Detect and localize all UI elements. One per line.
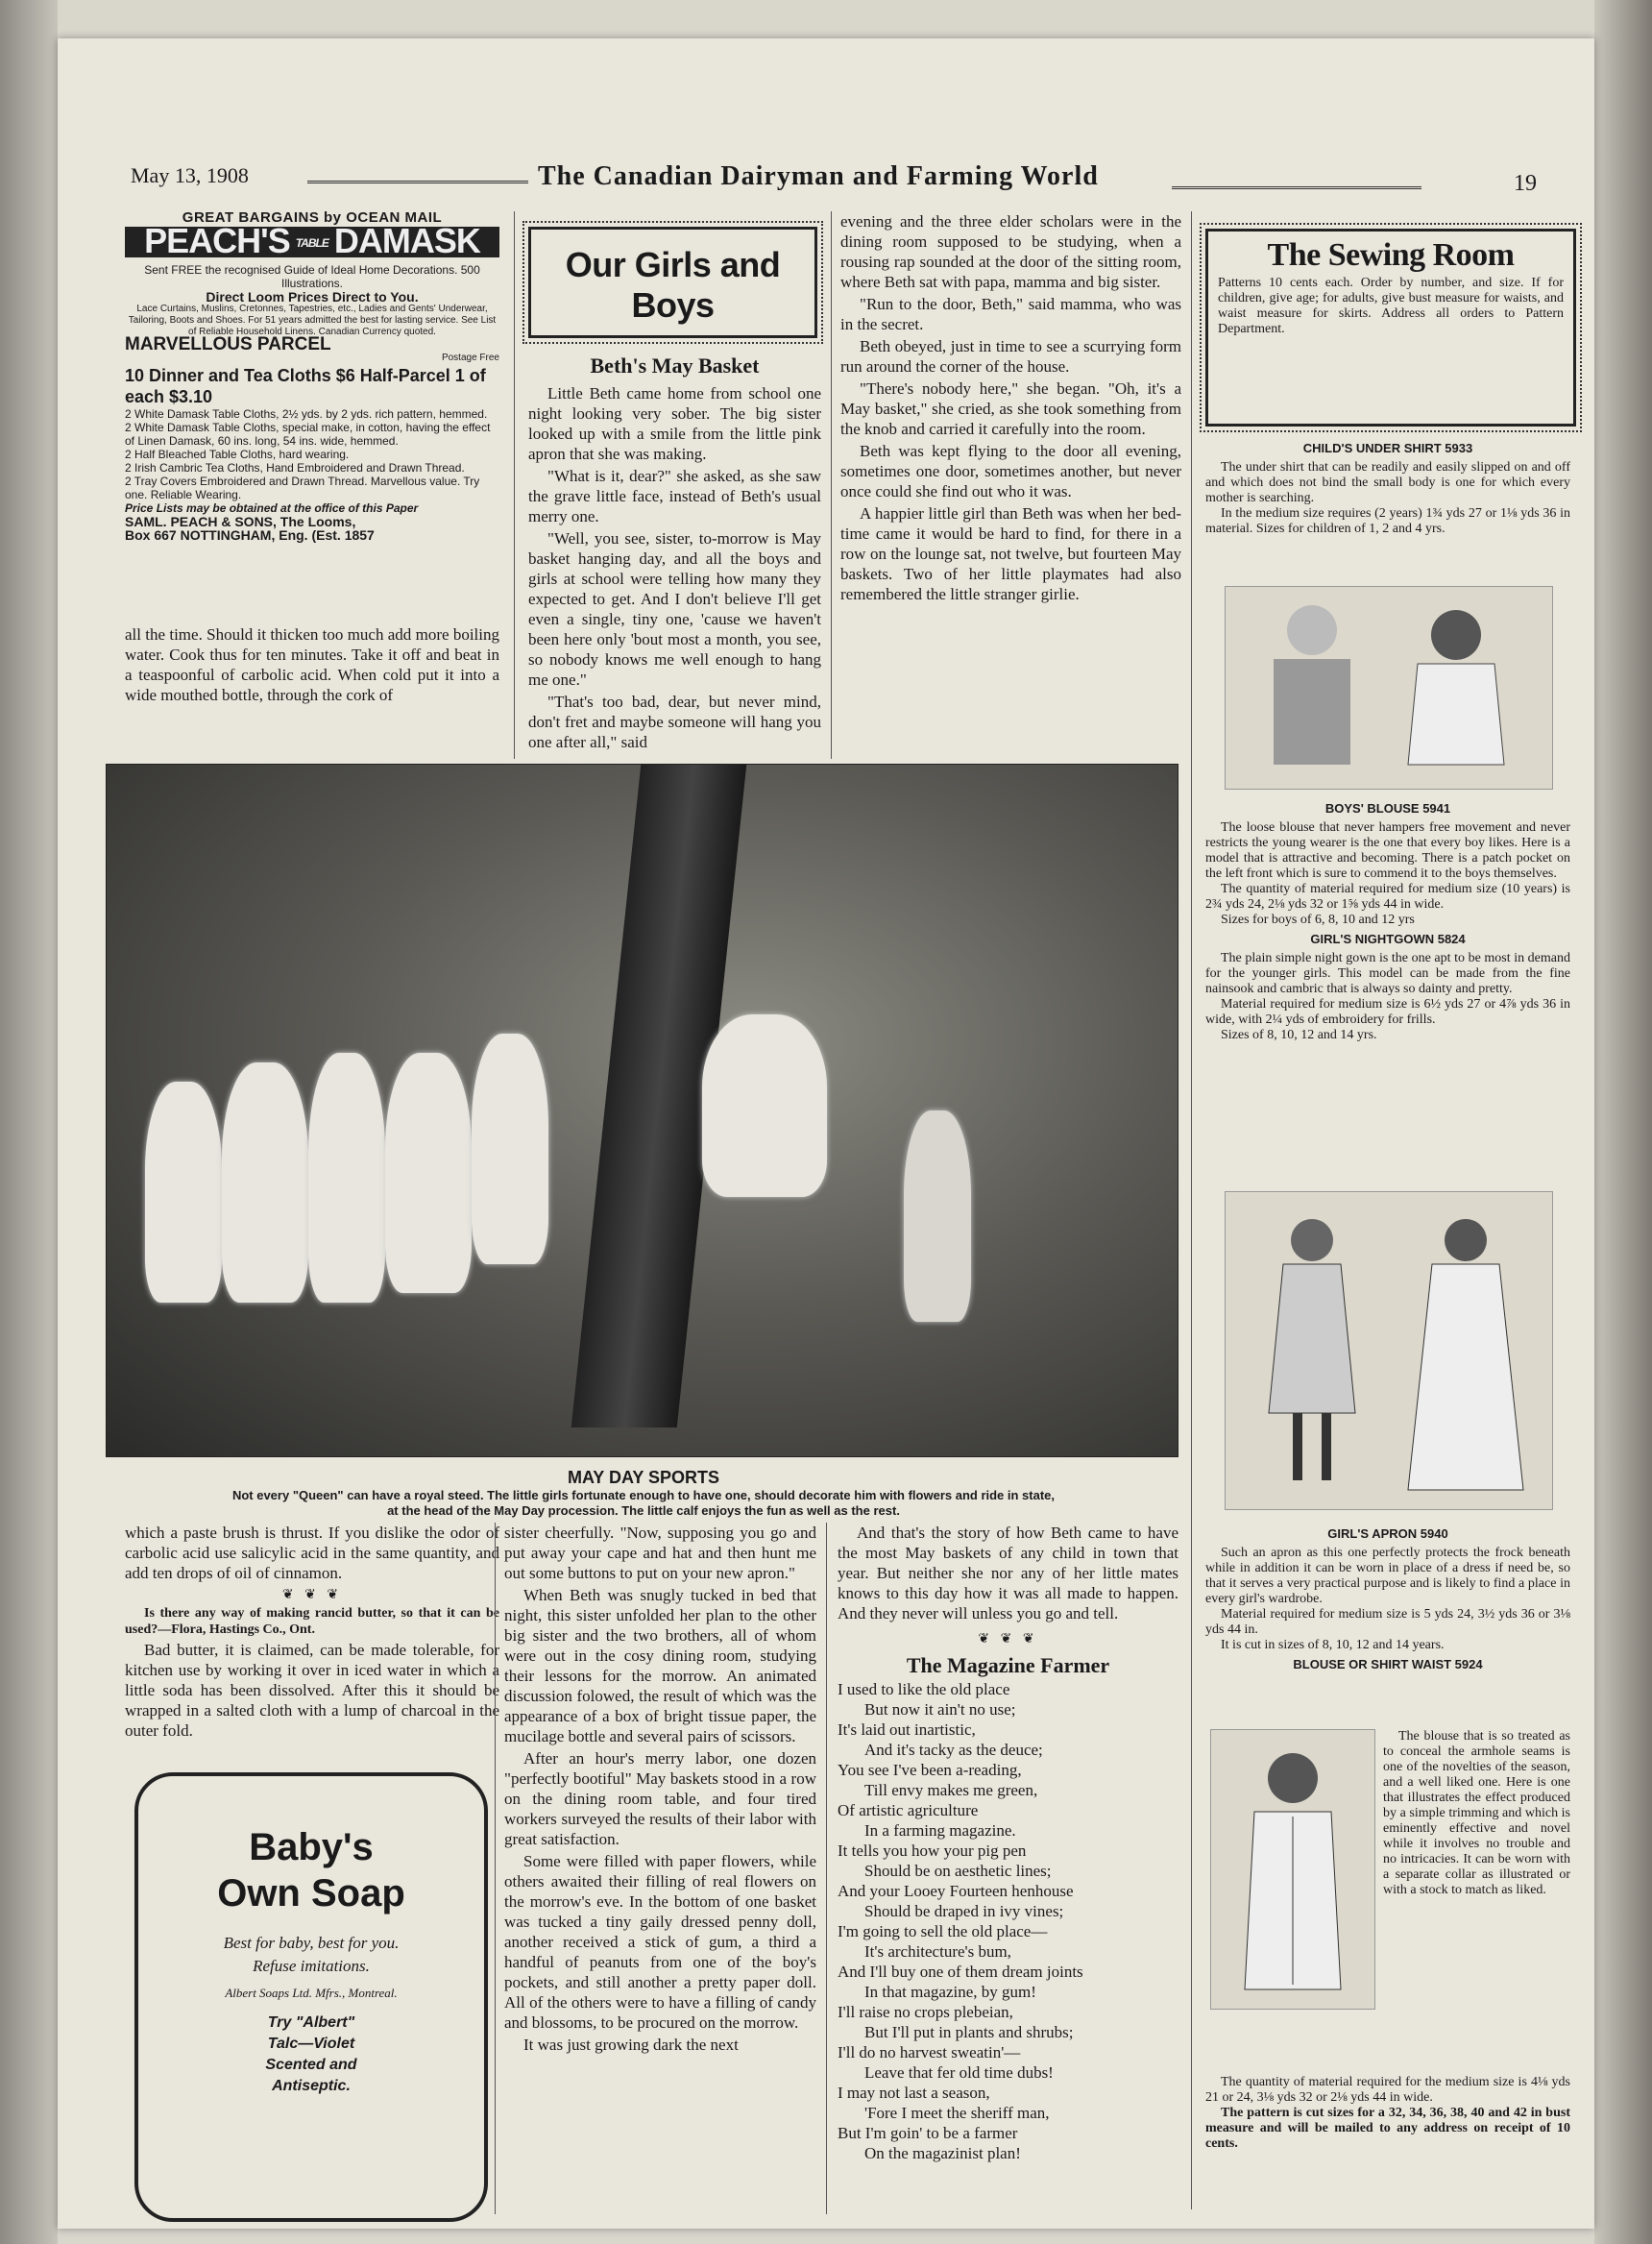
soap-talc: Talc—Violet	[267, 2036, 355, 2052]
poem-line: Till envy makes me green,	[864, 1781, 1038, 1799]
newspaper-page	[58, 38, 1594, 2229]
girl-figure	[222, 1062, 308, 1303]
column-3-bottom	[838, 1523, 1178, 2163]
pattern-title: CHILD'S UNDER SHIRT 5933	[1302, 441, 1473, 455]
paragraph: When Beth was snugly tucked in bed that night, this sister unfolded her plan to the other big sister and the two brothers, all of whom were out in the cosy dining room, studying their lessons for the morrow. An animated discussion folowed, the result of which was the appearance of a box of bright tissue paper, the mucilage bottle and several pairs of scissors.	[504, 1586, 816, 1745]
ad-brand-banner	[125, 221, 499, 260]
pattern-shirt-waist-cont	[1205, 2075, 1570, 2152]
poem-line: It tells you how your pig pen	[838, 1842, 1027, 1860]
pattern-title: GIRL'S NIGHTGOWN 5824	[1310, 932, 1466, 946]
column-3-top	[840, 211, 1181, 606]
under-shirt-boys-blouse-illustration	[1225, 586, 1553, 790]
poem-line: I used to like the old place	[838, 1680, 1010, 1698]
poem-line: But I'm goin' to be a farmer	[838, 2124, 1018, 2142]
poem-line: In a farming magazine.	[864, 1821, 1016, 1840]
poem-line: It's laid out inartistic,	[838, 1720, 976, 1739]
story-title: Beth's May Basket	[590, 354, 760, 378]
poem-line: You see I've been a-reading,	[838, 1761, 1022, 1779]
column-2-bottom	[504, 1523, 816, 2057]
soap-talc: Scented and	[265, 2057, 357, 2073]
pattern-text: Material required for medium size is 6½ yds 27 or 4⅞ yds 36 in wide, with 2¼ yds of embroidery for frills.	[1205, 997, 1570, 1027]
ad-line: 2 White Damask Table Cloths, special make, in cotton, having the effect of Linen Damask, 60 ins. long, 54 ins. wide, hemmed.	[125, 421, 491, 449]
pattern-text: Such an apron as this one perfectly protects the frock beneath while in addition it can be worn in place of a dress if need be, so that it serves a very practical purpose and is likely to find a place in every girl's wardrobe.	[1205, 1546, 1570, 1606]
pattern-title: GIRL'S APRON 5940	[1327, 1526, 1448, 1541]
poem-line: And your Looey Fourteen henhouse	[838, 1882, 1074, 1900]
sewing-room-box	[1205, 229, 1576, 427]
column-2-top	[528, 355, 821, 754]
pattern-text: The quantity of material required for medium size (10 years) is 2¾ yds 24, 2⅛ yds 32 or 1⅝ yds 44 in wide.	[1205, 882, 1570, 912]
poem-line: But I'll put in plants and shrubs;	[864, 2023, 1074, 2041]
poem	[838, 1679, 1178, 2163]
paragraph: It was just growing dark the next	[523, 2036, 739, 2054]
girl-figure	[385, 1053, 472, 1293]
column-divider	[495, 1523, 496, 2214]
paragraph: Beth was kept flying to the door all evening, sometimes one door, sometimes another, but never once could she find out who it was.	[840, 442, 1181, 500]
poem-line: I may not last a season,	[838, 2084, 990, 2102]
soap-slogan: Refuse imitations.	[253, 1957, 370, 1975]
soap-name: Own Soap	[217, 1872, 405, 1915]
ornament: ❦ ❦ ❦	[281, 1588, 343, 1602]
soap-talc: Try "Albert"	[267, 2014, 355, 2031]
column-divider	[826, 1523, 827, 2214]
paragraph: "There's nobody here," she began. "Oh, it's a May basket," she cried, as she took something from the knob and carried it carefully into the room.	[840, 379, 1181, 438]
girl-figure	[472, 1034, 548, 1264]
boy-figure	[904, 1110, 971, 1322]
paragraph: "What is it, dear?" she asked, as she saw the grave little face, instead of Beth's usual merry one.	[528, 467, 821, 525]
caption-line: Not every "Queen" can have a royal steed. The little girls fortunate enough to have one, should decorate him with flowers and ride in state,	[231, 1488, 1056, 1502]
pattern-text: The pattern is cut sizes for a 32, 34, 36, 38, 40 and 42 in bust measure and will be mailed to any address on receipt of 10 cents.	[1205, 2106, 1570, 2151]
page-header	[96, 163, 1556, 202]
poem-line: Should be on aesthetic lines;	[864, 1862, 1052, 1880]
girls-boys-heading-box	[528, 227, 817, 338]
pattern-text: It is cut in sizes of 8, 10, 12 and 14 years.	[1221, 1638, 1445, 1652]
poem-line: It's architecture's bum,	[864, 1942, 1011, 1961]
poem-line: Of artistic agriculture	[838, 1801, 979, 1819]
soap-name: Baby's	[249, 1826, 374, 1868]
pattern-figures-icon	[1235, 592, 1543, 784]
pattern-text: The loose blouse that never hampers free movement and never restricts the young wearer is the one that every boy likes. Here is a model that is attractive and becoming. There is a patch pocket on the left front which is sure to commend it to the boys themselves.	[1205, 820, 1570, 881]
ad-line: 2 Tray Covers Embroidered and Drawn Thread. Marvellous value. Try one. Reliable Wearing.	[125, 475, 480, 502]
paragraph: Little Beth came home from school one night looking very sober. The big sister looked up with a smile from the little pink apron that she was making.	[528, 384, 821, 463]
caption-line: at the head of the May Day procession. The little calf enjoys the fun as well as the rest.	[387, 1503, 900, 1518]
girl-figure	[145, 1082, 222, 1303]
poem-line: 'Fore I meet the sheriff man,	[864, 2104, 1050, 2122]
girls-dress-figures-icon	[1235, 1202, 1543, 1500]
peach-damask-ad	[125, 211, 499, 615]
column-1-top	[125, 624, 499, 707]
paragraph: evening and the three elder scholars were in the dining room supposed to be studying, when a rousing rap sounded at the door of the sitting room, where Beth sat with papa, mamma and big sister.	[840, 212, 1181, 291]
adjacent-page-edge	[0, 0, 58, 2244]
shirt-waist-figure-icon	[1221, 1740, 1365, 1999]
header-rule	[307, 181, 528, 183]
pattern-title: BLOUSE OR SHIRT WAIST 5924	[1293, 1657, 1483, 1671]
paragraph: "Well, you see, sister, to-morrow is May basket hanging day, and all the boys and girls at school were telling how many they expected to get. And I don't believe I'll get even a single, tiny one, 'cause we haven't been here only 'bout most a month, you see, so nobody knows me well enough to hang me one."	[528, 529, 821, 689]
poem-line: I'll raise no crops plebeian,	[838, 2003, 1013, 2021]
pattern-shirt-waist	[1383, 1729, 1570, 1898]
pattern-text: Sizes for boys of 6, 8, 10 and 12 yrs	[1221, 913, 1415, 927]
page-number: 19	[1514, 171, 1537, 196]
nightgown-apron-illustration	[1225, 1191, 1553, 1510]
babys-own-soap-ad	[134, 1772, 488, 2222]
pattern-title: BOYS' BLOUSE 5941	[1324, 801, 1451, 816]
queen-on-calf	[702, 1014, 827, 1197]
poem-line: But now it ain't no use;	[864, 1700, 1016, 1719]
poem-line: I'm going to sell the old place—	[838, 1922, 1048, 1940]
pattern-text: Material required for medium size is 5 yds 24, 3½ yds 36 or 3⅛ yds 44 in.	[1205, 1607, 1570, 1637]
pattern-text: The quantity of material required for the medium size is 4⅛ yds 21 or 24, 3⅛ yds 32 or 2⅛ yds 44 in wide.	[1205, 2075, 1570, 2105]
pattern-under-shirt	[1205, 437, 1570, 537]
ad-line: Sent FREE the recognised Guide of Ideal Home Decorations. 500 Illustrations.	[144, 263, 480, 291]
pattern-boys-blouse	[1205, 797, 1570, 1043]
ad-line: Lace Curtains, Muslins, Cretonnes, Tapestries, etc., Ladies and Gents' Underwear, Tailoring, Boots and Shoes. For 51 years admitted the best for lasting service. See List of Reliable Household Linens. Canadian Currency quoted.	[128, 304, 497, 338]
ad-line: 2 Half Bleached Table Cloths, hard wearing.	[125, 448, 350, 462]
pattern-text: The plain simple night gown is the one apt to be most in demand for the younger girls. This model can be made from the fine nainsook and cambric that is always so dainty and pretty.	[1205, 951, 1570, 996]
paragraph: Some were filled with paper flowers, while others awaited their filling of real flowers on the morrow's eve. In the bottom of one basket was tucked a tiny gaily dressed penny doll, another received a stick of gum, a third a handful of peanuts from one of the boy's pockets, and still another a pretty paper doll. All of the others were to have a filling of candy and blossoms, to be procured on the morrow.	[504, 1852, 816, 2032]
section-heading: The Sewing Room	[1267, 237, 1515, 273]
soap-talc: Antiseptic.	[272, 2078, 351, 2094]
paragraph: sister cheerfully. "Now, supposing you go and put away your cape and hat and then hunt me out some buttons to put on your new apron."	[504, 1524, 816, 1582]
paragraph: A happier little girl than Beth was when her bed-time came it would be hard to find, for there in a row on the lounge sat, not twelve, but fourteen May baskets. Two of her little playmates had also remembered the little stranger girlie.	[840, 504, 1181, 603]
ad-line: Direct Loom Prices Direct to You.	[206, 289, 419, 305]
book-spine-edge	[1594, 0, 1652, 2244]
pattern-text: In the medium size requires (2 years) 1¾ yds 27 or 1⅛ yds 36 in material. Sizes for children of 1, 2 and 4 yrs.	[1205, 506, 1570, 536]
column-divider	[831, 211, 832, 759]
section-heading: Our Girls and Boys	[565, 245, 781, 325]
ad-line: Postage Free	[441, 353, 499, 364]
poem-line: Leave that fer old time dubs!	[864, 2063, 1054, 2082]
paragraph: all the time. Should it thicken too much add more boiling water. Cook thus for ten minutes. Take it off and beat in a teaspoonful of carbolic acid. When cold put it into a wide mouthed bottle, through the cork of	[125, 625, 499, 704]
question: Is there any way of making rancid butter, so that it can be used?—Flora, Hastings Co., Ont.	[125, 1606, 499, 1637]
paragraph: And that's the story of how Beth came to have the most May baskets of any child in town that year. But neither she nor any of her little mates knows to this day how it was all made to happen. And they never will unless you go and tell.	[838, 1524, 1178, 1622]
ad-line: Box 667 NOTTINGHAM, Eng. (Est. 1857	[125, 527, 375, 544]
pattern-girls-apron	[1205, 1523, 1570, 1676]
column-divider	[1191, 211, 1192, 2209]
caption-title: MAY DAY SPORTS	[567, 1468, 720, 1487]
column-divider	[514, 211, 515, 759]
paragraph: After an hour's merry labor, one dozen "perfectly bootiful" May baskets stood in a row on the dining room table, and four tired workers surveyed the results of their labor with great satisfaction.	[504, 1749, 816, 1848]
poem-line: And it's tacky as the deuce;	[864, 1741, 1043, 1759]
poem-line: And I'll buy one of them dream joints	[838, 1963, 1083, 1981]
brand-left: PEACH'S	[144, 221, 290, 260]
ad-line: SAML. PEACH & SONS, The Looms,	[125, 514, 356, 530]
photo-caption	[96, 1468, 1191, 1519]
soap-slogan: Best for baby, best for you.	[223, 1934, 400, 1952]
soap-maker: Albert Soaps Ltd. Mfrs., Montreal.	[225, 1986, 398, 2000]
poem-line: Should be draped in ivy vines;	[864, 1902, 1064, 1920]
paragraph: "Run to the door, Beth," said mamma, who was in the secret.	[840, 295, 1181, 333]
brand-mid: TABLE	[295, 236, 328, 251]
paragraph: which a paste brush is thrust. If you dislike the odor of carbolic acid use salicylic acid in the same quantity, and add ten drops of oil of cinnamon.	[125, 1524, 499, 1582]
publication-title: The Canadian Dairyman and Farming World	[538, 161, 1099, 191]
pattern-text: Sizes of 8, 10, 12 and 14 yrs.	[1221, 1028, 1377, 1042]
ornament: ❦ ❦ ❦	[978, 1632, 1038, 1646]
ad-line: Price Lists may be obtained at the office of this Paper	[125, 501, 419, 516]
poem-line: In that magazine, by gum!	[864, 1983, 1036, 2001]
poem-line: On the magazinist plan!	[864, 2144, 1021, 2162]
ad-price-line: 10 Dinner and Tea Cloths $6 Half-Parcel 1 of each $3.10	[125, 366, 486, 407]
ad-line: 2 Irish Cambric Tea Cloths, Hand Embroidered and Drawn Thread.	[125, 461, 465, 476]
paragraph: Bad butter, it is claimed, can be made tolerable, for kitchen use by working it over in iced water in which a little soda has been dissolved. After this it should be wrapped in a salted cloth with a lump of charcoal in the outer fold.	[125, 1641, 499, 1740]
column-1-bottom	[125, 1523, 499, 1743]
brand-right: DAMASK	[333, 221, 480, 260]
ad-line: 2 White Damask Table Cloths, 2½ yds. by 2 yds. rich pattern, hemmed.	[125, 407, 488, 422]
poem-title: The Magazine Farmer	[906, 1653, 1110, 1677]
sewing-description: Patterns 10 cents each. Order by number, and size. If for children, give age; for adults, give bust measure for waists, and waist measure for skirts. Address all orders to Pattern Department.	[1218, 276, 1564, 336]
ad-line: MARVELLOUS PARCEL	[125, 334, 331, 355]
pattern-text: The blouse that is so treated as to conceal the armhole seams is one of the novelties of the season, and a well liked one. Here is one that illustrates the effect produced by a simple trimming and which is eminently effective and novel while it involves no trouble and no intricacies. It can be worn with a separate collar as illustrated or with a stock to match as liked.	[1383, 1729, 1570, 1897]
paragraph: "That's too bad, dear, but never mind, don't fret and maybe someone will hang you one after all," said	[528, 693, 821, 751]
may-day-photo	[106, 764, 1178, 1457]
girl-figure	[308, 1053, 385, 1303]
poem-line: I'll do no harvest sweatin'—	[838, 2043, 1021, 2061]
pattern-text: The under shirt that can be readily and easily slipped on and off and which does not bind the small body is one for which every mother is searching.	[1205, 460, 1570, 505]
paragraph: Beth obeyed, just in time to see a scurrying form run around the corner of the house.	[840, 337, 1181, 376]
header-rule	[1172, 186, 1421, 189]
ad-top-line: GREAT BARGAINS by OCEAN MAIL	[182, 209, 443, 226]
shirt-waist-illustration	[1210, 1729, 1375, 2010]
issue-date: May 13, 1908	[131, 163, 249, 187]
